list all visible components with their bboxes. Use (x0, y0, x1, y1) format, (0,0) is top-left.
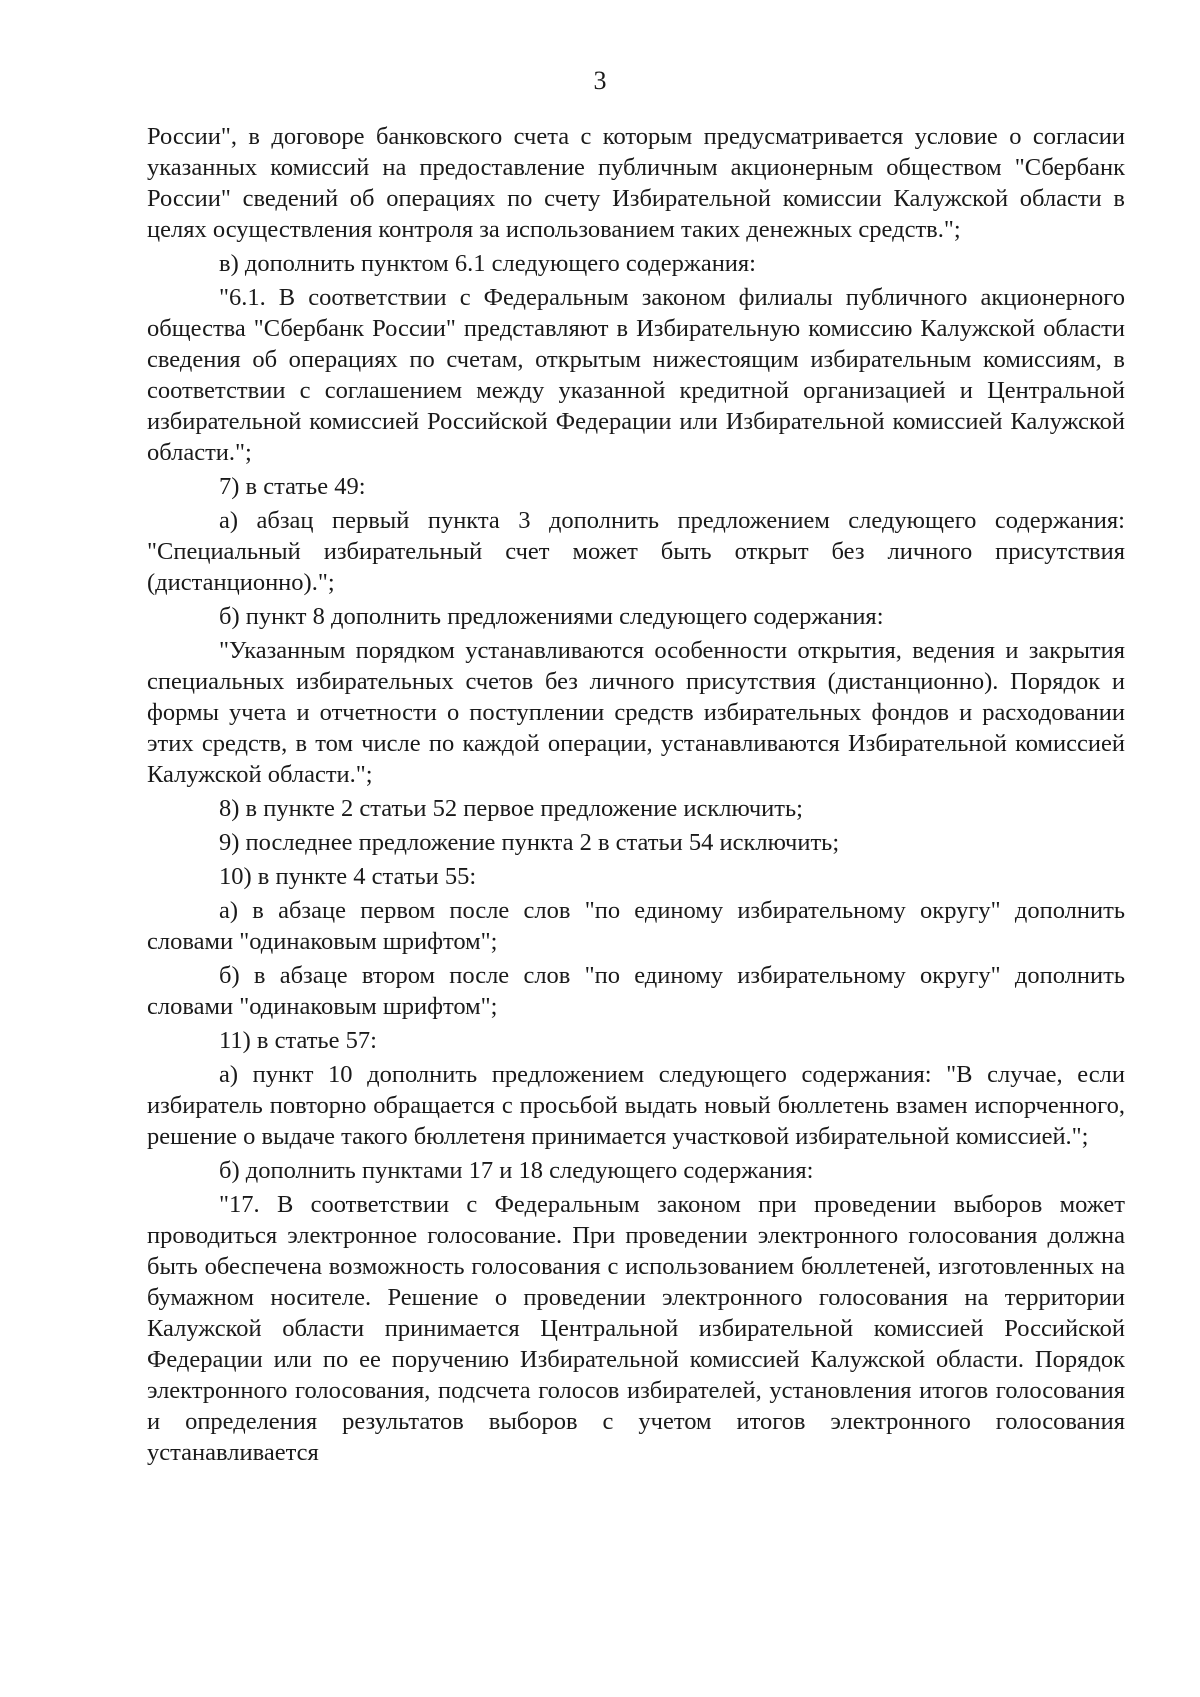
paragraph-item-v: в) дополнить пунктом 6.1 следующего содержания: (219, 250, 756, 277)
paragraph-item-10: 10) в пункте 4 статьи 55: (219, 863, 477, 890)
paragraph-item-11a: а) пункт 10 дополнить предложением следующего содержания: "В случае, если избиратель повторно обращается с просьбой выдать новый бюллетень взамен испорченного, решение о выдаче такого бюллетеня принимается участковой избирательной комиссией."; (147, 1061, 1125, 1150)
paragraph-item-8: 8) в пункте 2 статьи 52 первое предложение исключить; (219, 795, 803, 822)
paragraph-quote-order: "Указанным порядком устанавливаются особенности открытия, ведения и закрытия специальных избирательных счетов без личного присутствия (дистанционно). Порядок и формы учета и отчетности о поступлении средств избирательных фондов и расходовании этих средств, в том числе по каждой операции, устанавливаются Избирательной комиссией Калужской области."; (147, 637, 1125, 788)
paragraph-item-7b: б) пункт 8 дополнить предложениями следующего содержания: (219, 603, 884, 630)
document-body (147, 121, 1125, 1468)
paragraph-item-7a: а) абзац первый пункта 3 дополнить предложением следующего содержания: "Специальный избирательный счет может быть открыт без личного присутствия (дистанционно)."; (147, 507, 1125, 596)
paragraph-item-7: 7) в статье 49: (219, 473, 366, 500)
page-number: 3 (593, 66, 607, 95)
paragraph-quote-6-1: "6.1. В соответствии с Федеральным законом филиалы публичного акционерного общества "Сбербанк России" представляют в Избирательную комиссию Калужской области сведения об операциях по счетам, открытым нижестоящим избирательным комиссиям, в соответствии с соглашением между указанной кредитной организацией и Центральной избирательной комиссией Российской Федерации или Избирательной комиссией Калужской области."; (147, 284, 1125, 466)
paragraph-item-9: 9) последнее предложение пункта 2 в статьи 54 исключить; (219, 829, 840, 856)
paragraph-quote-17: "17. В соответствии с Федеральным законом при проведении выборов может проводиться электронное голосование. При проведении электронного голосования должна быть обеспечена возможность голосования с использованием бюллетеней, изготовленных на бумажном носителе. Решение о проведении электронного голосования на территории Калужской области принимается Центральной избирательной комиссией Российской Федерации или по ее поручению Избирательной комиссией Калужской области. Порядок электронного голосования, подсчета голосов избирателей, установления итогов голосования и определения результатов выборов с учетом итогов электронного голосования устанавливается (147, 1191, 1125, 1466)
paragraph-item-10b: б) в абзаце втором после слов "по единому избирательному округу" дополнить словами "одинаковым шрифтом"; (147, 962, 1125, 1020)
paragraph-continuation: России", в договоре банковского счета с которым предусматривается условие о согласии указанных комиссий на предоставление публичным акционерным обществом "Сбербанк России" сведений об операциях по счету Избирательной комиссии Калужской области в целях осуществления контроля за использованием таких денежных средств."; (147, 123, 1125, 243)
paragraph-item-10a: а) в абзаце первом после слов "по единому избирательному округу" дополнить словами "одинаковым шрифтом"; (147, 897, 1125, 955)
paragraph-item-11b: б) дополнить пунктами 17 и 18 следующего содержания: (219, 1157, 814, 1184)
paragraph-item-11: 11) в статье 57: (219, 1027, 377, 1054)
